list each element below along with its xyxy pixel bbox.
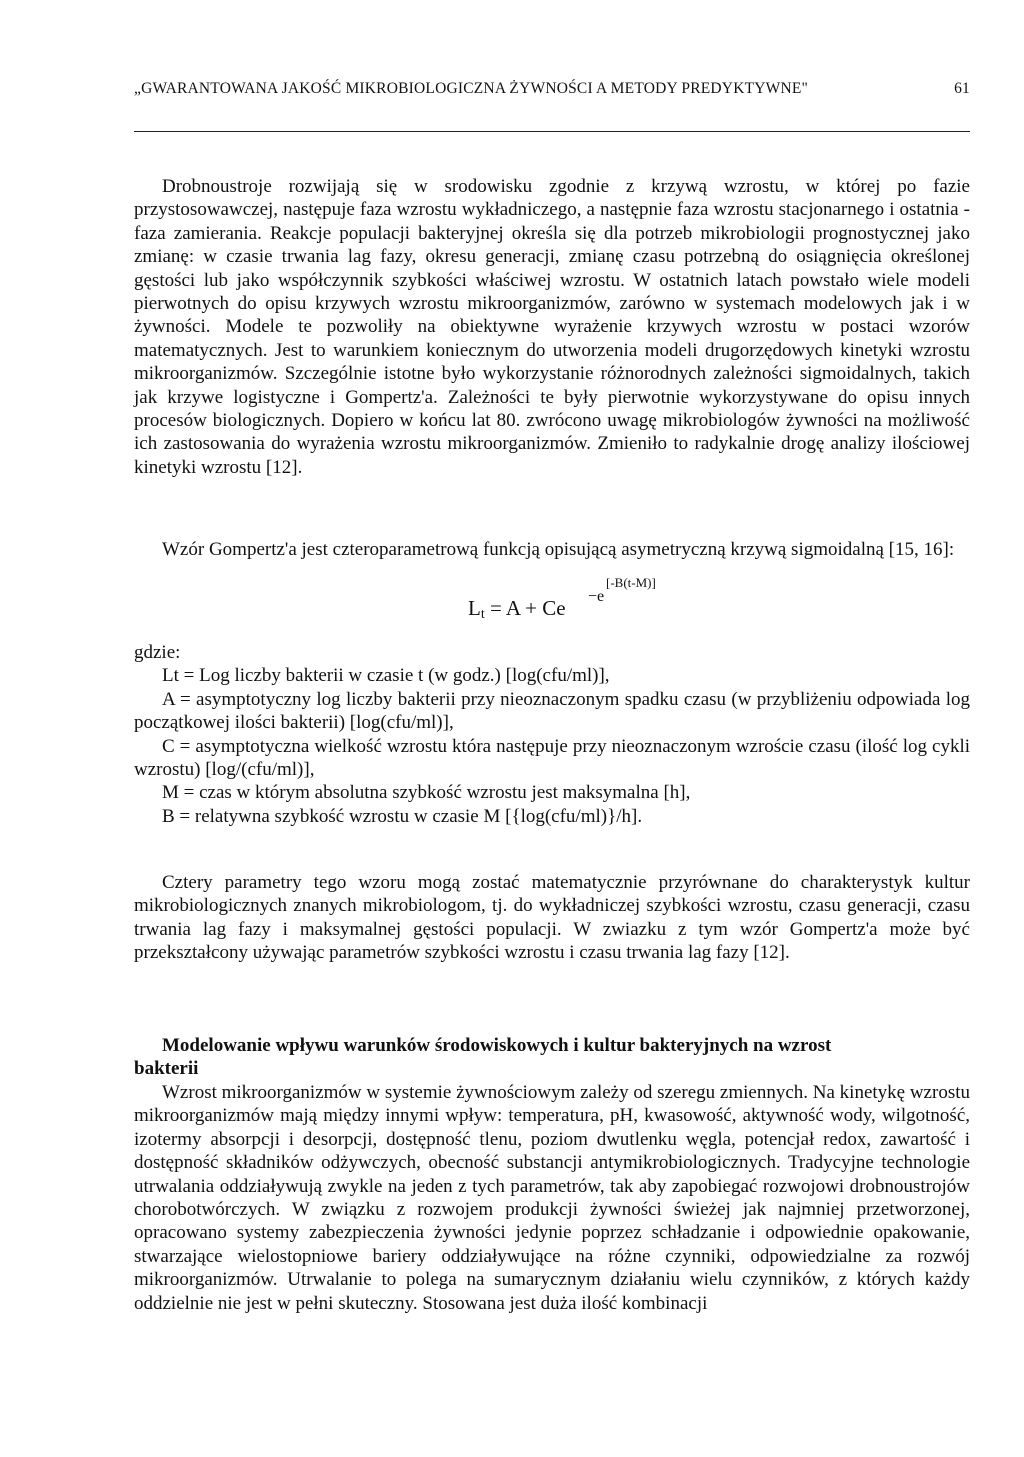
formula-rhs: = A + Ce	[484, 596, 566, 620]
paragraph-text: Wzrost mikroorganizmów w systemie żywnościowym zależy od szeregu zmiennych. Na kinetykę wzrostu mikroorganizmów mają między innymi wpływ: temperatura, pH, kwasowość, aktywność wody, wilgotność, izotermy absorpcji i desorpcji, dostępność tlenu, poziom dwutlenku węgla, potencjał redox, zawartość i dostępność składników odżywczych, obecność substancji antymikrobiologicznych. Tradycyjne technologie utrwalania oddziaływują zwykle na jeden z tych parametrów, tak aby zapobiegać rozwojowi drobnoustrojów chorobotwórczych. W związku z rozwojem produkcji żywności świeżej jak najmniej przetworzonej, opracowano systemy zabezpieczenia żywności jedynie poprzez schładzanie i odpowiednie opakowanie, stwarzające wielostopniowe bariery oddziaływujące na różne czynniki, odpowiedzialne za rozwój mikroorganizmów. Utrwalanie to polega na sumarycznym działaniu wielu czynników, z których każdy oddzielnie nie jest w pełni skuteczny. Stosowana jest duża ilość kombinacji	[134, 1082, 970, 1314]
body-paragraph-2	[134, 871, 970, 965]
body-paragraph-gompertz	[134, 538, 970, 561]
formula-lhs: L	[468, 596, 481, 620]
section-heading	[134, 1034, 970, 1081]
definition-item: A = asymptotyczny log liczby bakterii przy nieoznaczonym spadku czasu (w przybliżeniu odpowiada log początkowej ilości bakterii) [log(cfu/ml)],	[134, 688, 970, 734]
page-number: 61	[954, 80, 970, 97]
paragraph-text: Wzór Gompertz'a jest czteroparametrową funkcją opisującą asymetryczną krzywą sigmoidalną [15, 16]:	[162, 539, 955, 560]
body-paragraph-3	[134, 1081, 970, 1315]
definition-item: Lt = Log liczby bakterii w czasie t (w godz.) [log(cfu/ml)],	[162, 665, 610, 687]
definitions-intro: gdzie:	[134, 642, 181, 663]
header-rule	[134, 131, 970, 132]
gompertz-formula	[468, 575, 656, 623]
definition-item: M = czas w którym absolutna szybkość wzrostu jest maksymalna [h],	[162, 782, 691, 804]
paragraph-text: Cztery parametry tego wzoru mogą zostać matematycznie przyrównane do charakterystyk kultur mikrobiologicznych znanych mikrobiologom, tj. do wykładniczej szybkości wzrostu, czasu generacji, czasu trwania lag fazy i maksymalnej gęstości populacji. W zwiazku z tym wzór Gompertz'a może być przekształcony używając parametrów szybkości wzrostu i czasu trwania lag fazy [12].	[134, 872, 970, 964]
formula-exponent: [-B(t-M)]	[606, 575, 656, 590]
running-title: „GWARANTOWANA JAKOŚĆ MIKROBIOLOGICZNA ŻYWNOŚCI A METODY PREDYKTYWNE"	[134, 80, 809, 97]
definition-item: B = relatywna szybkość wzrostu w czasie M [{log(cfu/ml)}/h].	[162, 805, 643, 827]
running-header	[134, 80, 970, 106]
section-heading-line1: Modelowanie wpływu warunków środowiskowych i kultur bakteryjnych na wzrost	[162, 1035, 832, 1056]
definitions-list	[134, 641, 970, 828]
body-paragraph-1	[134, 175, 970, 479]
definition-item: C = asymptotyczna wielkość wzrostu która następuje przy nieoznaczonym wzroście czasu (ilość log cykli wzrostu) [log/(cfu/ml)],	[134, 735, 970, 781]
formula-exponent-base: −e	[588, 588, 605, 605]
section-heading-line2: bakterii	[134, 1058, 199, 1080]
formula-lhs-subscript: t	[480, 607, 485, 622]
paragraph-text: Drobnoustroje rozwijają się w srodowisku zgodnie z krzywą wzrostu, w której po fazie przystosowawczej, następuje faza wzrostu wykładniczego, a następnie faza wzrostu stacjonarnego i ostatnia - faza zamierania. Reakcje populacji bakteryjnej określa się dla potrzeb mikrobiologii prognostycznej jako zmianę: w czasie trwania lag fazy, okresu generacji, zmianę czasu potrzebną do osiągnięcia określonej gęstości lub jako współczynnik szybkości właściwej wzrostu. W ostatnich latach powstało wiele modeli pierwotnych do opisu krzywych wzrostu mikroorganizmów, zarówno w systemach modelowych jak i w żywności. Modele te pozwoliły na obiektywne wyrażenie krzywych wzrostu w postaci wzorów matematycznych. Jest to warunkiem koniecznym do utworzenia modeli drugorzędowych kinetyki wzrostu mikroorganizmów. Szczególnie istotne było wykorzystanie różnorodnych zależności sigmoidalnych, takich jak krzywe logistyczne i Gompertz'a. Zależności te były pierwotnie wykorzystywane do opisu innych procesów biologicznych. Dopiero w końcu lat 80. zwrócono uwagę mikrobiologów żywności na możliwość ich zastosowania do wyrażenia wzrostu mikroorganizmów. Zmieniło to radykalnie drogę analizy ilościowej kinetyki wzrostu [12].	[134, 176, 970, 478]
